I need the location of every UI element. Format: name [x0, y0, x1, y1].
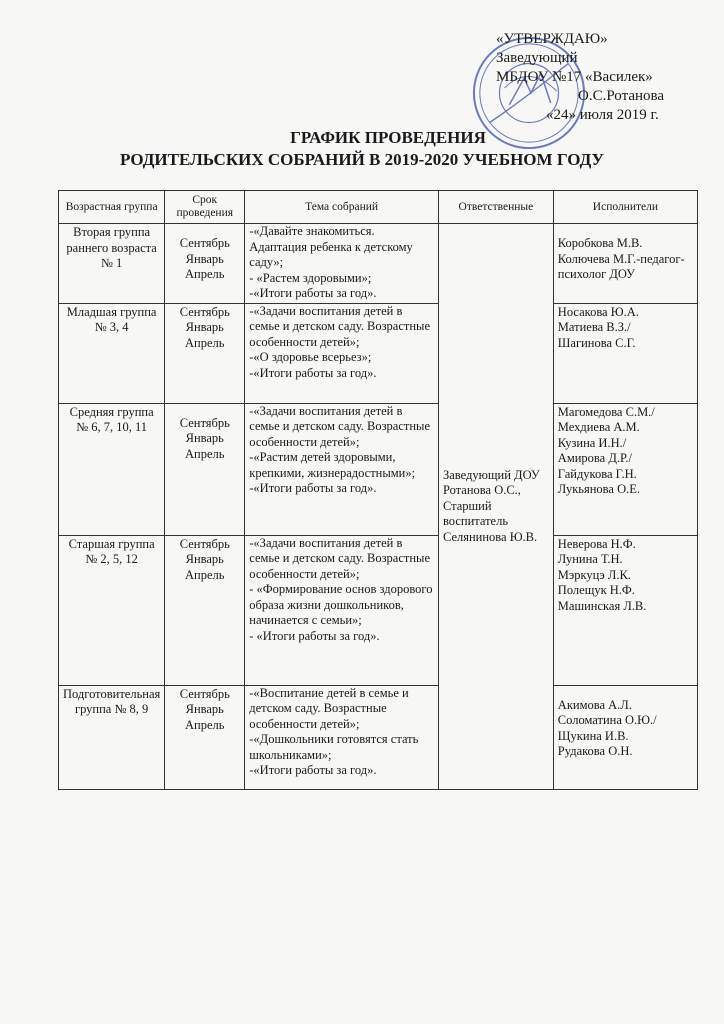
group-cell: Подготовительная группа № 8, 9 [59, 685, 165, 789]
document-title [0, 127, 724, 171]
topics-cell: -«Задачи воспитания детей в семье и детском саду. Возрастные особенности детей»; - «Формирование основ здорового образа жизни дошкольников, начинается с семьи»; - «Итоги работы за год». [245, 535, 439, 685]
performers-cell: Магомедова С.М./ Мехдиева А.М. Кузина И.Н./ Амирова Д.Р./ Гайдукова Г.Н. Лукьянова О.Е. [553, 403, 697, 535]
title-line-1: ГРАФИК ПРОВЕДЕНИЯ [290, 128, 486, 147]
header-responsible: Ответственные [438, 191, 553, 224]
approval-signatory: О.С.Ротанова [578, 88, 665, 104]
topics-cell: -«Воспитание детей в семье и детском саду. Возрастные особенности детей»; -«Дошкольники готовятся стать школьниками»; -«Итоги работы за год». [245, 685, 439, 789]
topics-cell: -«Задачи воспитания детей в семье и детском саду. Возрастные особенности детей»; -«Растим детей здоровыми, крепкими, жизнерадостными»; -«Итоги работы за год». [245, 403, 439, 535]
responsible-cell: Заведующий ДОУ Ротанова О.С., Старший воспитатель Селянинова Ю.В. [438, 224, 553, 790]
performers-cell: Коробкова М.В. Колючева М.Г.-педагог-психолог ДОУ [553, 224, 697, 304]
meetings-schedule-table [58, 190, 698, 790]
dates-cell: Сентябрь Январь Апрель [165, 685, 245, 789]
header-age-group: Возрастная группа [59, 191, 165, 224]
group-cell: Младшая группа № 3, 4 [59, 303, 165, 403]
header-dates: Срок проведения [165, 191, 245, 224]
table-row [59, 685, 698, 789]
performers-cell: Акимова А.Л. Соломатина О.Ю./ Щукина И.В. Рудакова О.Н. [553, 685, 697, 789]
performers-cell: Носакова Ю.А. Матиева В.З./ Шагинова С.Г. [553, 303, 697, 403]
table-row [59, 224, 698, 304]
table-row [59, 303, 698, 403]
dates-cell: Сентябрь Январь Апрель [165, 224, 245, 304]
topics-cell: -«Задачи воспитания детей в семье и детском саду. Возрастные особенности детей»; -«О здоровье всерьез»; -«Итоги работы за год». [245, 303, 439, 403]
table-row [59, 403, 698, 535]
title-line-2: РОДИТЕЛЬСКИХ СОБРАНИЙ В 2019-2020 УЧЕБНОМ ГОДУ [120, 150, 604, 169]
dates-cell: Сентябрь Январь Апрель [165, 535, 245, 685]
dates-cell: Сентябрь Январь Апрель [165, 303, 245, 403]
approval-position: Заведующий [496, 50, 578, 66]
table-header-row [59, 191, 698, 224]
dates-cell: Сентябрь Январь Апрель [165, 403, 245, 535]
approval-heading: «УТВЕРЖДАЮ» [496, 31, 608, 47]
approval-block [496, 30, 664, 125]
group-cell: Вторая группа раннего возраста № 1 [59, 224, 165, 304]
approval-date: «24» июля 2019 г. [546, 107, 659, 123]
group-cell: Старшая группа № 2, 5, 12 [59, 535, 165, 685]
header-performers: Исполнители [553, 191, 697, 224]
approval-organization: МБДОУ №17 «Василек» [496, 69, 653, 85]
performers-cell: Неверова Н.Ф. Лунина Т.Н. Мэркуцэ Л.К. Полещук Н.Ф. Машинская Л.В. [553, 535, 697, 685]
header-topic: Тема собраний [245, 191, 439, 224]
table-row [59, 535, 698, 685]
topics-cell: -«Давайте знакомиться. Адаптация ребенка к детскому саду»; - «Растем здоровыми»; -«Итоги работы за год». [245, 224, 439, 304]
group-cell: Средняя группа № 6, 7, 10, 11 [59, 403, 165, 535]
